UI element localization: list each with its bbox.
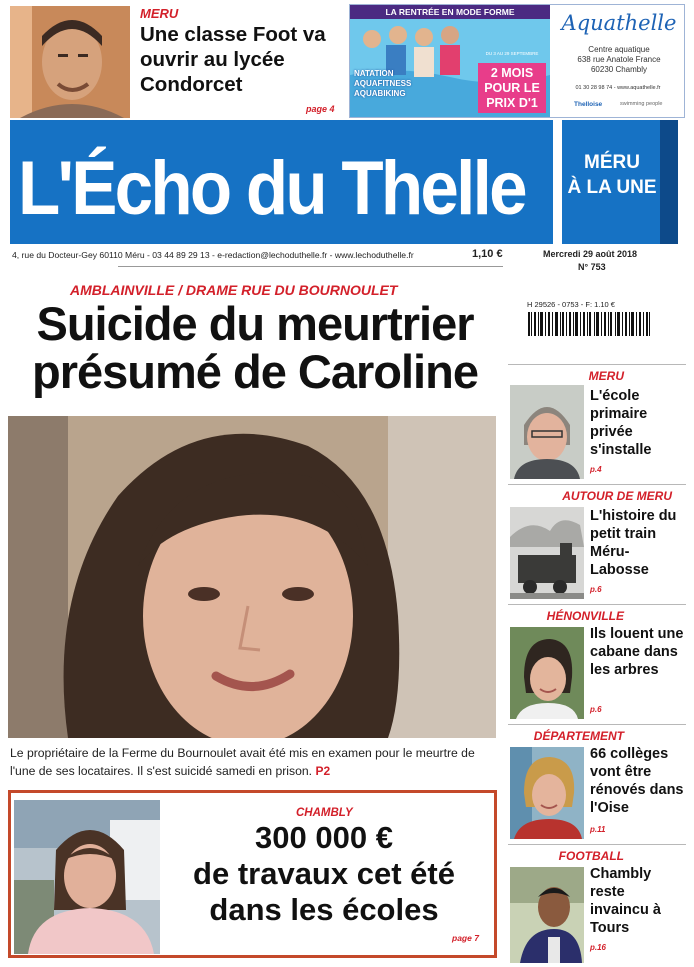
une-line: MÉRU [584,152,640,173]
box-headline-line: 300 000 € [255,820,393,855]
teaser-photo [10,6,130,118]
sidebar-tag: HÉNONVILLE [546,609,624,623]
sidebar-tag: FOOTBALL [558,849,624,863]
issue-number: N° 753 [578,262,606,272]
ad-offer [478,63,546,113]
sidebar-headline[interactable]: Ils louent une cabane dans les arbres [590,626,684,678]
sidebar-photo [510,627,584,719]
ad-activity: AQUAFITNESS [354,79,412,88]
sidebar-headline[interactable]: Chambly reste invaincu à Tours [590,866,661,936]
sidebar-item-departement[interactable] [508,724,686,840]
ad-banner: LA RENTRÉE EN MODE FORME [350,5,550,19]
sidebar-page-ref[interactable]: p.6 [590,585,602,594]
teaser-page-ref[interactable]: page 4 [306,104,335,114]
ad-activity: AQUABIKING [354,89,406,98]
box-tag: CHAMBLY [296,807,353,819]
sidebar-item-autour-de-meru[interactable] [508,484,686,600]
ad-contact: 01 30 28 98 74 - www.aquathelle.fr [575,85,661,91]
sidebar-tag: MERU [588,369,624,383]
sidebar-page-ref[interactable]: p.6 [590,705,602,714]
divider [118,266,503,267]
ad-dates: DU 3 AU 29 SEPTEMBRE [485,51,539,56]
advertisement[interactable] [349,4,685,118]
price: 1,10 € [472,248,503,260]
main-headline[interactable] [10,297,500,398]
sidebar-photo [510,867,584,963]
sidebar-tag: DÉPARTEMENT [533,729,624,743]
main-caption-text: Le propriétaire de la Ferme du Bournoulet avait été mis en examen pour le meurtre de l'une de ses locataires. Il s'est suicidé samedi en prison. [10,746,475,778]
ad-activity: NATATION [354,69,394,78]
sidebar-item-meru[interactable] [508,364,686,480]
ad-activities [354,69,434,99]
contact-line: 4, rue du Docteur-Gey 60110 Méru - 03 44 89 29 13 - e-redaction@lechoduthelle.fr - www.lechoduthelle.fr [12,250,414,260]
chambly-photo [14,800,160,954]
ad-partner-logo: swimming people [620,101,663,107]
main-headline-line: présumé de Caroline [32,345,478,398]
ad-offer-line: PRIX D'1 [486,96,538,110]
sidebar-tag: AUTOUR DE MERU [562,489,672,503]
une-label [562,150,662,200]
une-strip [660,120,678,244]
ad-address [556,45,682,75]
main-headline-line: Suicide du meurtrier [36,297,474,350]
sidebar-headline[interactable]: L'école primaire privée s'installe [590,388,652,458]
newspaper-title: L'Écho du Thelle [18,146,525,231]
issue-date: Mercredi 29 août 2018 [543,249,638,259]
box-headline-line: dans les écoles [209,892,439,927]
ad-offer-line: 2 MOIS [490,66,534,80]
ad-subtitle: Centre aquatique [588,45,650,54]
sidebar-headline[interactable]: L'histoire du petit train Méru-Labosse [590,508,677,578]
sidebar-headline[interactable]: 66 collèges vont être rénovés dans l'Oise [590,746,684,816]
ad-offer-line: POUR LE [484,81,540,95]
main-page-ref[interactable]: P2 [315,764,331,778]
isbn-code: H 29526 - 0753 - F: 1.10 € [527,300,615,309]
sidebar-page-ref[interactable]: p.4 [590,465,602,474]
box-headline[interactable] [172,820,476,928]
teaser-tag: MERU [140,6,179,21]
barcode [528,312,650,336]
ad-street: 638 rue Anatole France [577,55,661,64]
ad-partner-logo: Thelloise [574,101,603,108]
main-kicker: AMBLAINVILLE / DRAME RUE DU BOURNOULET [70,282,398,298]
box-page-ref[interactable]: page 7 [452,933,479,943]
teaser-headline[interactable]: Une classe Foot va ouvrir au lycée Condorcet [140,23,326,96]
sidebar-item-henonville[interactable] [508,604,686,720]
sidebar-photo [510,507,584,599]
ad-city: 60230 Chambly [590,65,648,74]
ad-brand-logo: Aquathelle [561,11,677,35]
sidebar-page-ref[interactable]: p.11 [590,825,606,834]
sidebar-page-ref[interactable]: p.16 [590,943,607,952]
main-photo [8,416,496,738]
main-caption [10,744,500,780]
sidebar-photo [510,747,584,839]
une-line: À LA UNE [567,177,657,198]
sidebar-item-football[interactable] [508,844,686,964]
sidebar-photo [510,385,584,479]
box-headline-line: de travaux cet été [193,856,455,891]
